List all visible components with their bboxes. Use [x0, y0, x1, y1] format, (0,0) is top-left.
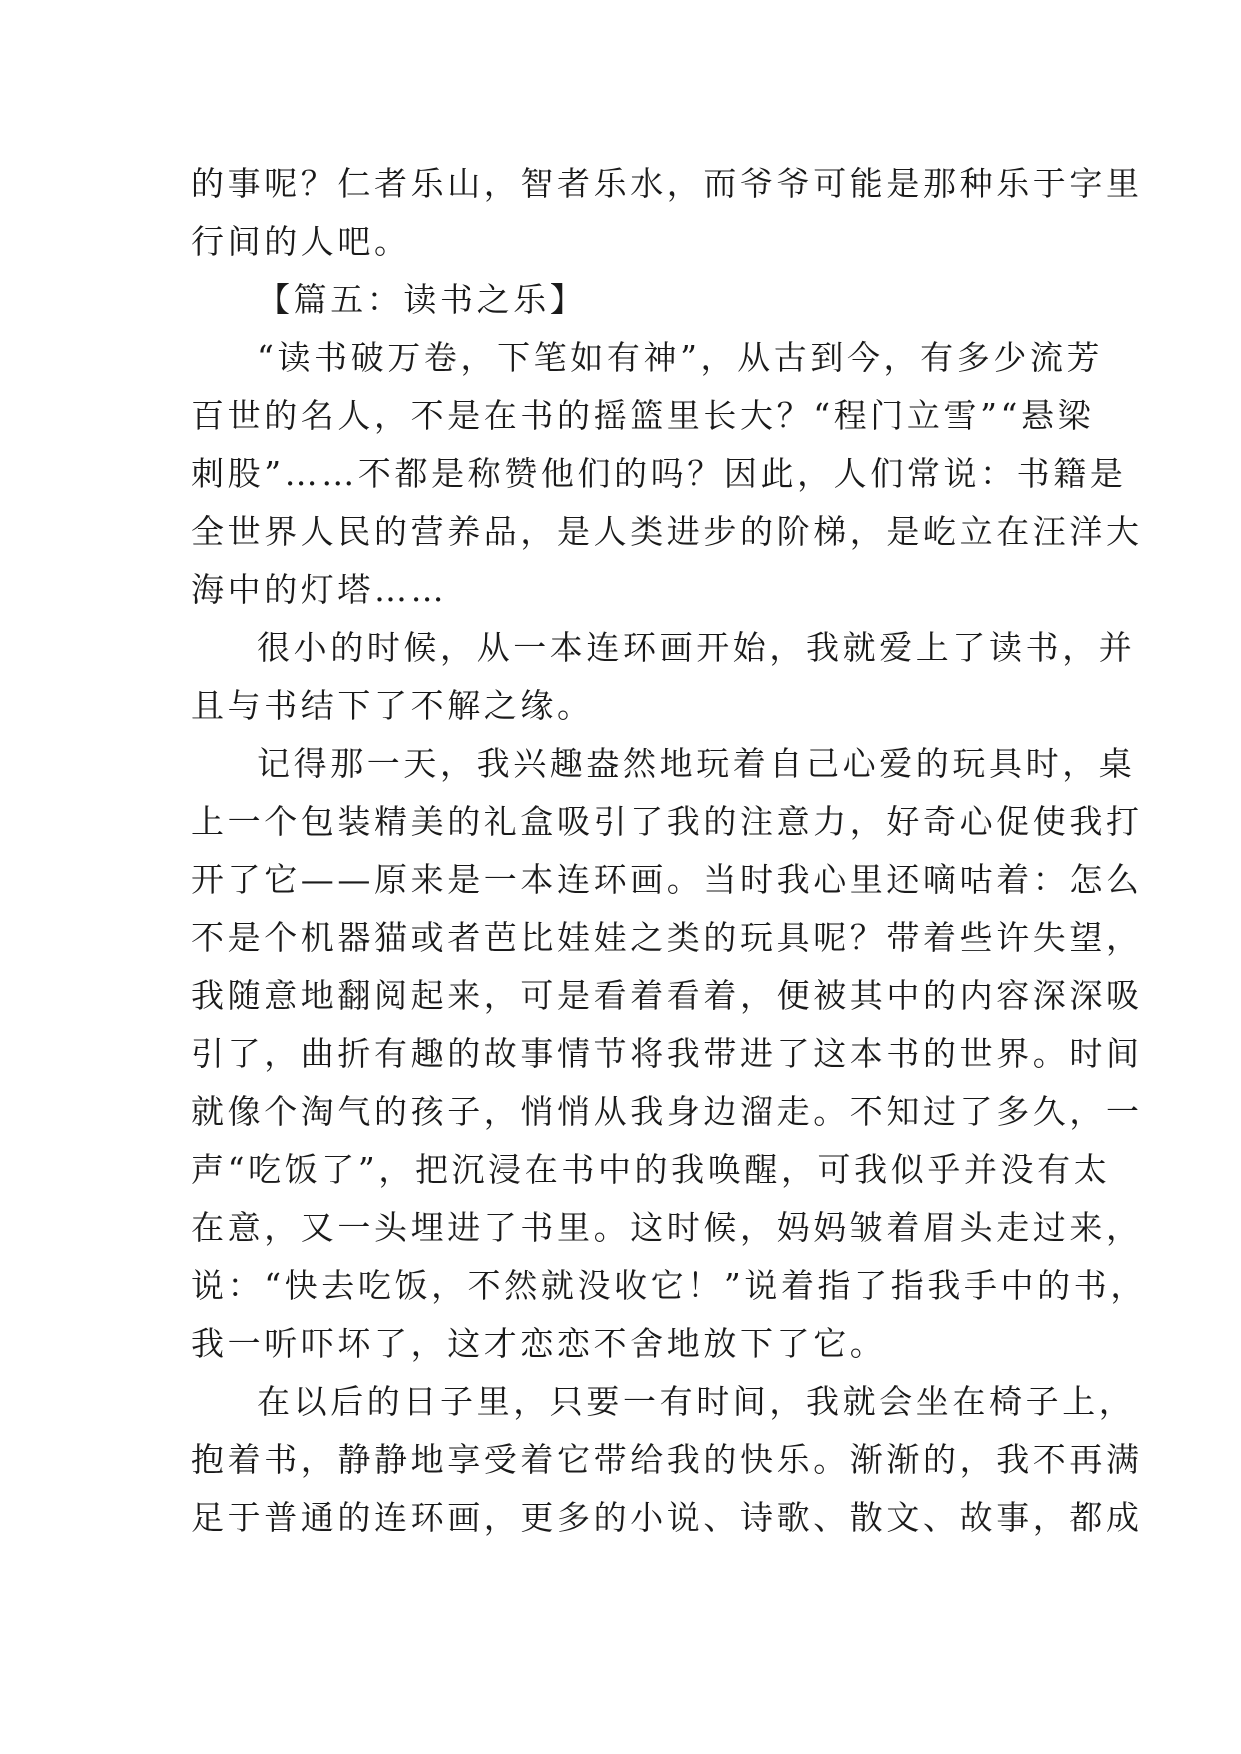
text-line: 上一个包装精美的礼盒吸引了我的注意力，好奇心促使我打 [191, 802, 1143, 841]
text-line: 刺股”……不都是称赞他们的吗？因此，人们常说：书籍是 [191, 454, 1127, 493]
text-line: 说：“快去吃饭，不然就没收它！”说着指了指我手中的书， [191, 1266, 1147, 1305]
text-line: 行间的人吧。 [191, 222, 411, 261]
text-line: 就像个淘气的孩子，悄悄从我身边溜走。不知过了多久，一 [191, 1092, 1143, 1131]
text-line: 声“吃饭了”，把沉浸在书中的我唤醒，可我似乎并没有太 [191, 1150, 1111, 1189]
text-line: 百世的名人，不是在书的摇篮里长大？“程门立雪”“悬梁 [191, 396, 1095, 435]
text-line: 我一听吓坏了，这才恋恋不舍地放下了它。 [191, 1324, 887, 1363]
text-line: 很小的时候，从一本连环画开始，我就爱上了读书，并 [257, 628, 1136, 667]
text-line: 在意，又一头埋进了书里。这时候，妈妈皱着眉头走过来， [191, 1208, 1143, 1247]
section-heading: 【篇五：读书之乐】 [257, 280, 587, 319]
text-line: 且与书结下了不解之缘。 [191, 686, 594, 725]
text-line: 在以后的日子里，只要一有时间，我就会坐在椅子上， [257, 1382, 1136, 1421]
text-line: 引了，曲折有趣的故事情节将我带进了这本书的世界。时间 [191, 1034, 1143, 1073]
text-line: 海中的灯塔…… [191, 570, 448, 609]
text-line: 全世界人民的营养品，是人类进步的阶梯，是屹立在汪洋大 [191, 512, 1143, 551]
text-line: 我随意地翻阅起来，可是看着看着，便被其中的内容深深吸 [191, 976, 1143, 1015]
text-line: 开了它——原来是一本连环画。当时我心里还嘀咕着：怎么 [191, 860, 1143, 899]
text-line: 不是个机器猫或者芭比娃娃之类的玩具呢？带着些许失望， [191, 918, 1143, 957]
text-line: 抱着书，静静地享受着它带给我的快乐。渐渐的，我不再满 [191, 1440, 1143, 1479]
text-line: 记得那一天，我兴趣盎然地玩着自己心爱的玩具时，桌 [257, 744, 1136, 783]
text-line: 足于普通的连环画，更多的小说、诗歌、散文、故事，都成 [191, 1498, 1143, 1537]
text-line: “读书破万卷，下笔如有神”，从古到今，有多少流芳 [257, 338, 1104, 377]
text-line: 的事呢？仁者乐山，智者乐水，而爷爷可能是那种乐于字里 [191, 164, 1143, 203]
